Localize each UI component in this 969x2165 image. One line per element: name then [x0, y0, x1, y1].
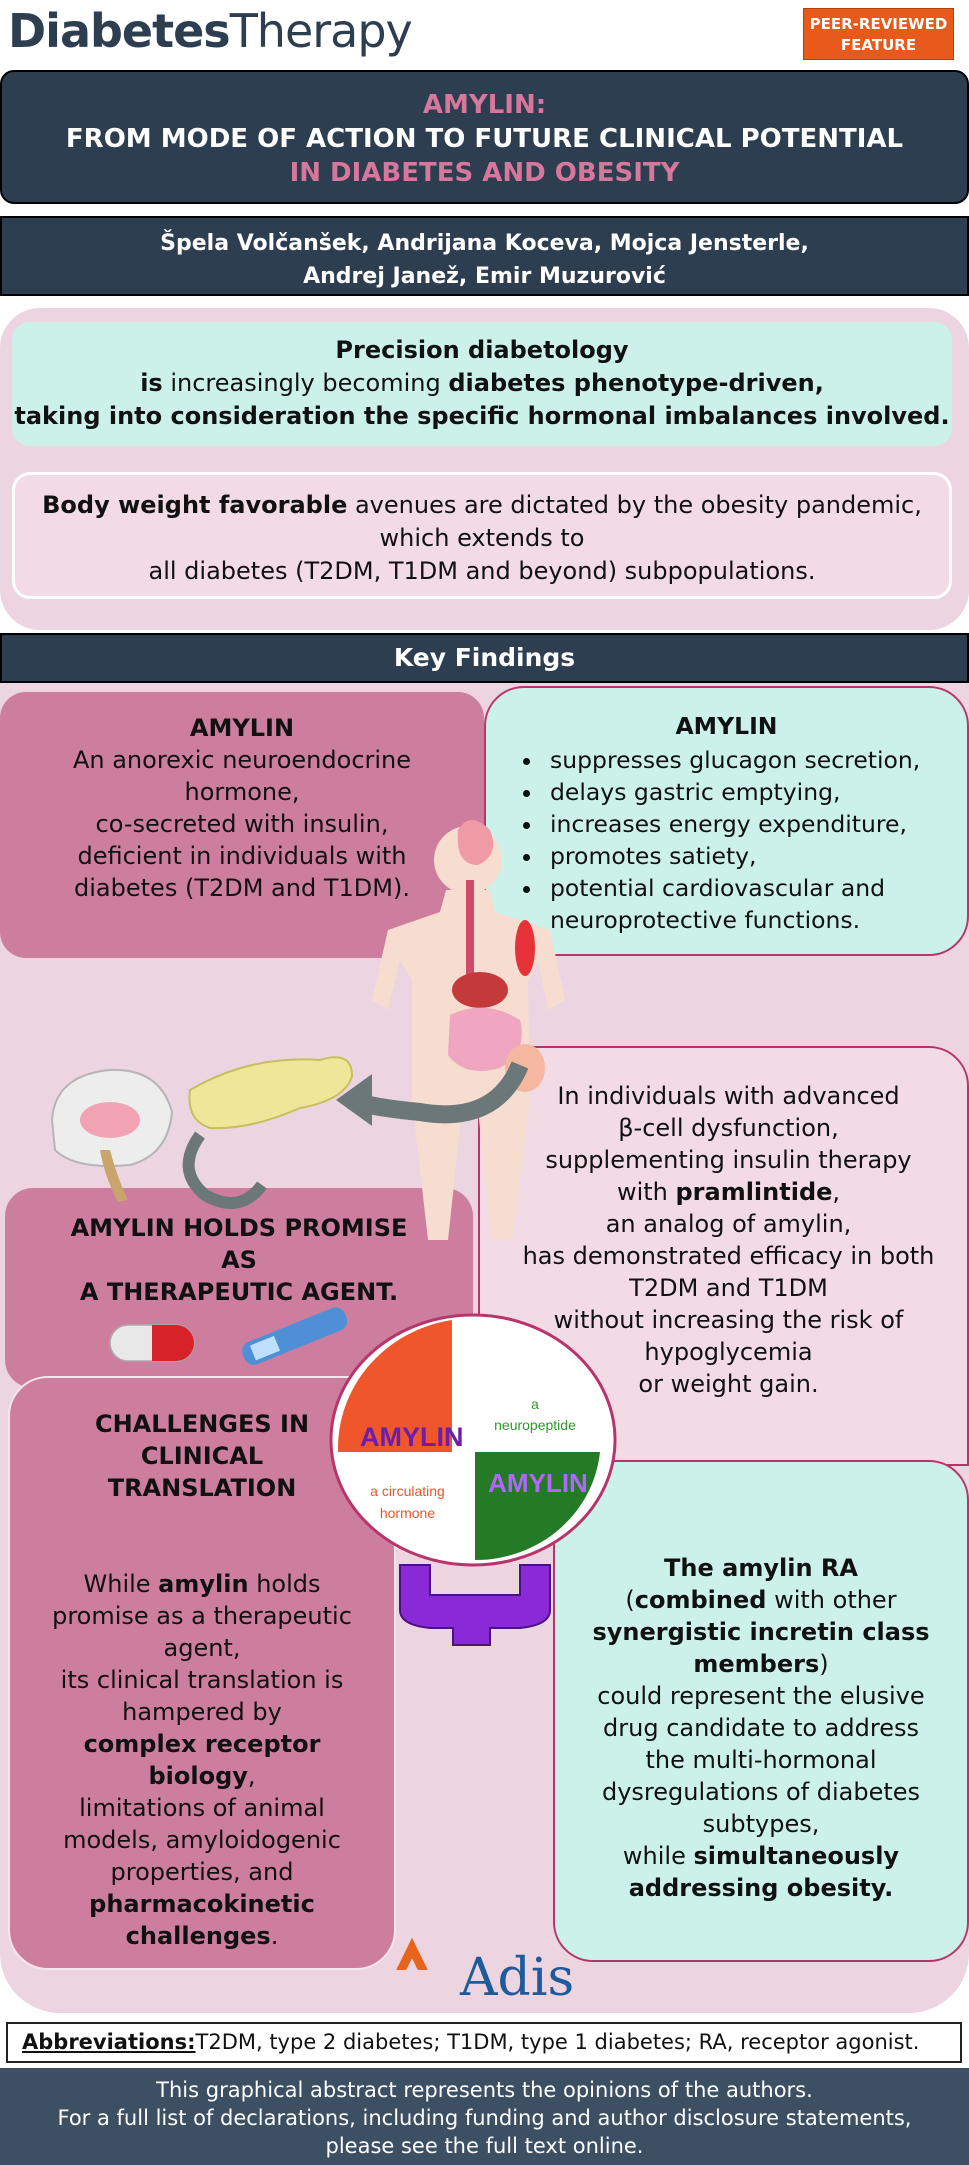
publisher-logo-text: Adis	[460, 1948, 575, 2008]
pramlintide-box: In individuals with advanced β-cell dysfunction, supplementing insulin therapy with pramlintide, an analog of amylin, has demonstrated efficacy in both T2DM and T1DM without increasing the risk of hypoglycemia or weight gain.	[478, 1046, 969, 1466]
pancreas-illustration	[189, 1057, 352, 1128]
list-item: • potential cardiovascular and neuroprotective functions.	[544, 872, 967, 936]
circle-neuropeptide-label: a neuropeptide	[494, 1396, 576, 1433]
cycle-arrow-icon	[189, 1135, 262, 1203]
body-weight-box: Body weight favorable avenues are dictated by the obesity pandemic, which extends to all diabetes (T2DM, T1DM and beyond) subpopulations.	[12, 472, 952, 599]
brain-illustration	[52, 1070, 172, 1202]
circle-amylin-label-2: AMYLIN	[488, 1468, 588, 1498]
illustration-layer	[0, 680, 969, 1970]
pill-icon	[110, 1325, 194, 1361]
amylin-ra-box: The amylin RA (combined with other synergistic incretin class members) could represent the elusive drug candidate to address the multi-hormonal dysregulations of diabetes subtypes, while simultaneously addressing obesity.	[553, 1460, 969, 1962]
precision-diabetology-box: Precision diabetology is increasingly becoming diabetes phenotype-driven, taking into consideration the specific hormonal imbalances involved.	[12, 322, 952, 446]
puzzle-connector-icon	[400, 1565, 550, 1645]
footer-disclaimer: This graphical abstract represents the opinions of the authors. For a full list of declarations, including funding and author disclosure statements, please see the full text online.	[0, 2068, 969, 2165]
promise-box: AMYLIN HOLDS PROMISE AS A THERAPEUTIC AGENT.	[5, 1188, 473, 1388]
list-item: • increases energy expenditure,	[544, 808, 967, 840]
key-findings-header: Key Findings	[0, 633, 969, 683]
amylin-actions-box: AMYLIN • suppresses glucagon secretion, • delays gastric emptying, • increases energy expenditure, • promotes satiety, • potential cardiovascular and neuroprotective functions.	[484, 686, 969, 956]
circle-hormone-label: a circulating hormone	[370, 1483, 445, 1521]
title-line-3: IN DIABETES AND OBESITY	[289, 158, 680, 188]
journal-logo: DiabetesTherapy	[8, 4, 412, 58]
amylin-definition-box: AMYLIN An anorexic neuroendocrine hormone, co-secreted with insulin, deficient in individuals with diabetes (T2DM and T1DM).	[0, 692, 484, 958]
challenges-box: CHALLENGES IN CLINICAL TRANSLATION While amylin holds promise as a therapeutic agent, its clinical translation is hampered by complex receptor biology, limitations of animal models, amyloidogenic properties, and pharmacokinetic challenges.	[8, 1376, 396, 1970]
circle-amylin-label-1: AMYLIN	[360, 1422, 464, 1452]
authors-banner: Špela Volčanšek, Andrijana Koceva, Mojca Jensterle, Andrej Janež, Emir Muzurović	[0, 216, 969, 296]
human-body-illustration	[372, 820, 565, 1240]
list-item: • promotes satiety,	[544, 840, 967, 872]
title-line-1: AMYLIN:	[422, 90, 547, 120]
list-item: • suppresses glucagon secretion,	[544, 744, 967, 776]
title-line-2: FROM MODE OF ACTION TO FUTURE CLINICAL POTENTIAL	[65, 124, 904, 154]
list-item: • delays gastric emptying,	[544, 776, 967, 808]
peer-reviewed-badge: PEER-REVIEWED FEATURE	[803, 8, 954, 60]
adis-logo-icon	[384, 1948, 440, 1970]
insulin-pen-icon	[239, 1304, 350, 1367]
abbreviations-bar: Abbreviations:T2DM, type 2 diabetes; T1DM, type 1 diabetes; RA, receptor agonist.	[6, 2022, 962, 2063]
title-banner	[0, 70, 969, 204]
